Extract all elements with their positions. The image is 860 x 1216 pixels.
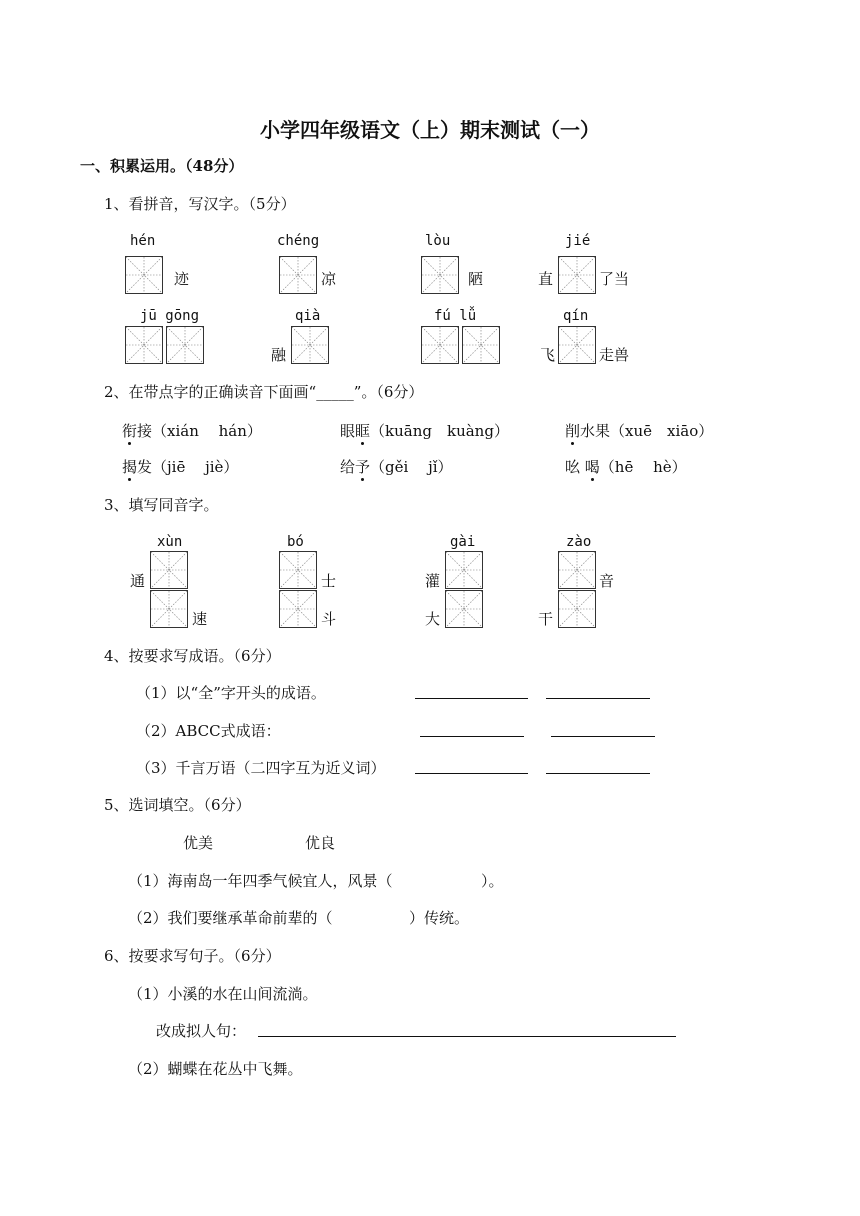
rewrite-prompt: 改成拟人句： — [156, 1022, 247, 1040]
reading-rest: 发（jiē jiè） — [137, 458, 239, 476]
writing-box[interactable] — [291, 326, 329, 364]
sentence-part: （2）我们要继承革命前辈的（ — [128, 909, 333, 927]
dotted-char: 眶 — [355, 422, 371, 440]
answer-line[interactable] — [415, 773, 528, 774]
word-text: 凉 — [321, 270, 337, 288]
question-2-label: 2、在带点字的正确读音下面画“_____”。（6分） — [104, 383, 424, 401]
pinyin: qià — [295, 308, 321, 324]
question-5-label: 5、选词填空。（6分） — [104, 796, 251, 814]
word-text: 了当 — [599, 270, 630, 288]
pinyin: xùn — [157, 534, 183, 550]
word-text: 飞 — [540, 346, 556, 364]
pinyin: jū gōng — [140, 308, 200, 324]
pinyin: qín — [563, 308, 589, 324]
idiom-prompt: （2）ABCC式成语： — [136, 722, 281, 740]
reading-rest: （kuāng kuàng） — [370, 422, 509, 440]
sentence-part: ）传统。 — [409, 909, 470, 927]
question-3-label: 3、填写同音字。 — [104, 496, 219, 514]
dotted-char: 喝 — [584, 458, 600, 476]
writing-box[interactable] — [421, 256, 459, 294]
reading-item — [340, 420, 509, 441]
word-text: 大 — [425, 610, 441, 628]
question-6-label: 6、按要求写句子。（6分） — [104, 947, 281, 965]
reading-pre: 吆 — [565, 458, 585, 476]
writing-box[interactable] — [279, 256, 317, 294]
pinyin: chéng — [277, 233, 320, 249]
reading-rest: 接（xián hán） — [137, 422, 262, 440]
word-text: 斗 — [321, 610, 337, 628]
pinyin: zào — [566, 534, 592, 550]
page-title: 小学四年级语文（上）期末测试（一） — [260, 118, 600, 142]
writing-box[interactable] — [279, 590, 317, 628]
reading-rest: （gěi jǐ） — [370, 458, 453, 476]
writing-box[interactable] — [125, 326, 163, 364]
sentence: （2）蝴蝶在花丛中飞舞。 — [128, 1060, 303, 1078]
sentence: （1）小溪的水在山间流淌。 — [128, 985, 318, 1003]
writing-box[interactable] — [462, 326, 500, 364]
dotted-char: 衔 — [122, 422, 138, 440]
writing-box[interactable] — [150, 590, 188, 628]
section-heading: 一、积累运用。（48分） — [80, 157, 244, 175]
reading-pre: 眼 — [340, 422, 356, 440]
writing-box[interactable] — [445, 551, 483, 589]
reading-item — [565, 420, 713, 441]
writing-box[interactable] — [558, 551, 596, 589]
word-text: 通 — [130, 572, 146, 590]
pinyin: lòu — [425, 233, 451, 249]
pinyin: jié — [565, 233, 591, 249]
dotted-char: 予 — [355, 458, 371, 476]
answer-line[interactable] — [420, 736, 524, 737]
answer-line[interactable] — [415, 698, 528, 699]
answer-line[interactable] — [551, 736, 655, 737]
idiom-prompt: （1）以“全”字开头的成语。 — [136, 684, 326, 702]
word-text: 士 — [321, 572, 337, 590]
writing-box[interactable] — [445, 590, 483, 628]
writing-box[interactable] — [125, 256, 163, 294]
word-text: 融 — [271, 346, 287, 364]
idiom-prompt: （3）千言万语（二四字互为近义词） — [136, 759, 386, 777]
writing-box[interactable] — [558, 590, 596, 628]
question-4-label: 4、按要求写成语。（6分） — [104, 647, 281, 665]
answer-line[interactable] — [258, 1036, 676, 1037]
word-text: 迹 — [174, 270, 190, 288]
reading-item — [122, 420, 262, 441]
writing-box[interactable] — [166, 326, 204, 364]
answer-line[interactable] — [546, 773, 650, 774]
pinyin: hén — [130, 233, 156, 249]
word-choice: 优美 — [183, 834, 214, 852]
reading-rest: （hē hè） — [599, 458, 687, 476]
word-text: 干 — [538, 610, 554, 628]
reading-item — [340, 456, 453, 477]
question-1-label: 1、看拼音，写汉字。（5分） — [104, 195, 296, 213]
sentence-part: （1）海南岛一年四季气候宜人，风景（ — [128, 872, 393, 890]
reading-item — [122, 456, 238, 477]
reading-pre: 给 — [340, 458, 356, 476]
pinyin: bó — [287, 534, 304, 550]
word-text: 走兽 — [599, 346, 630, 364]
pinyin: fú lǚ — [434, 308, 477, 324]
pinyin: gài — [450, 534, 476, 550]
dotted-char: 揭 — [122, 458, 138, 476]
answer-line[interactable] — [546, 698, 650, 699]
reading-item — [565, 456, 687, 477]
writing-box[interactable] — [421, 326, 459, 364]
word-text: 灌 — [425, 572, 441, 590]
sentence-part: ）。 — [481, 872, 504, 890]
word-text: 速 — [192, 610, 208, 628]
writing-box[interactable] — [558, 256, 596, 294]
word-text: 陋 — [468, 270, 484, 288]
writing-box[interactable] — [150, 551, 188, 589]
writing-box[interactable] — [558, 326, 596, 364]
word-text: 音 — [599, 572, 615, 590]
word-choice: 优良 — [305, 834, 336, 852]
writing-box[interactable] — [279, 551, 317, 589]
reading-rest: 水果（xuē xiāo） — [580, 422, 714, 440]
word-text: 直 — [538, 270, 554, 288]
dotted-char: 削 — [565, 422, 581, 440]
